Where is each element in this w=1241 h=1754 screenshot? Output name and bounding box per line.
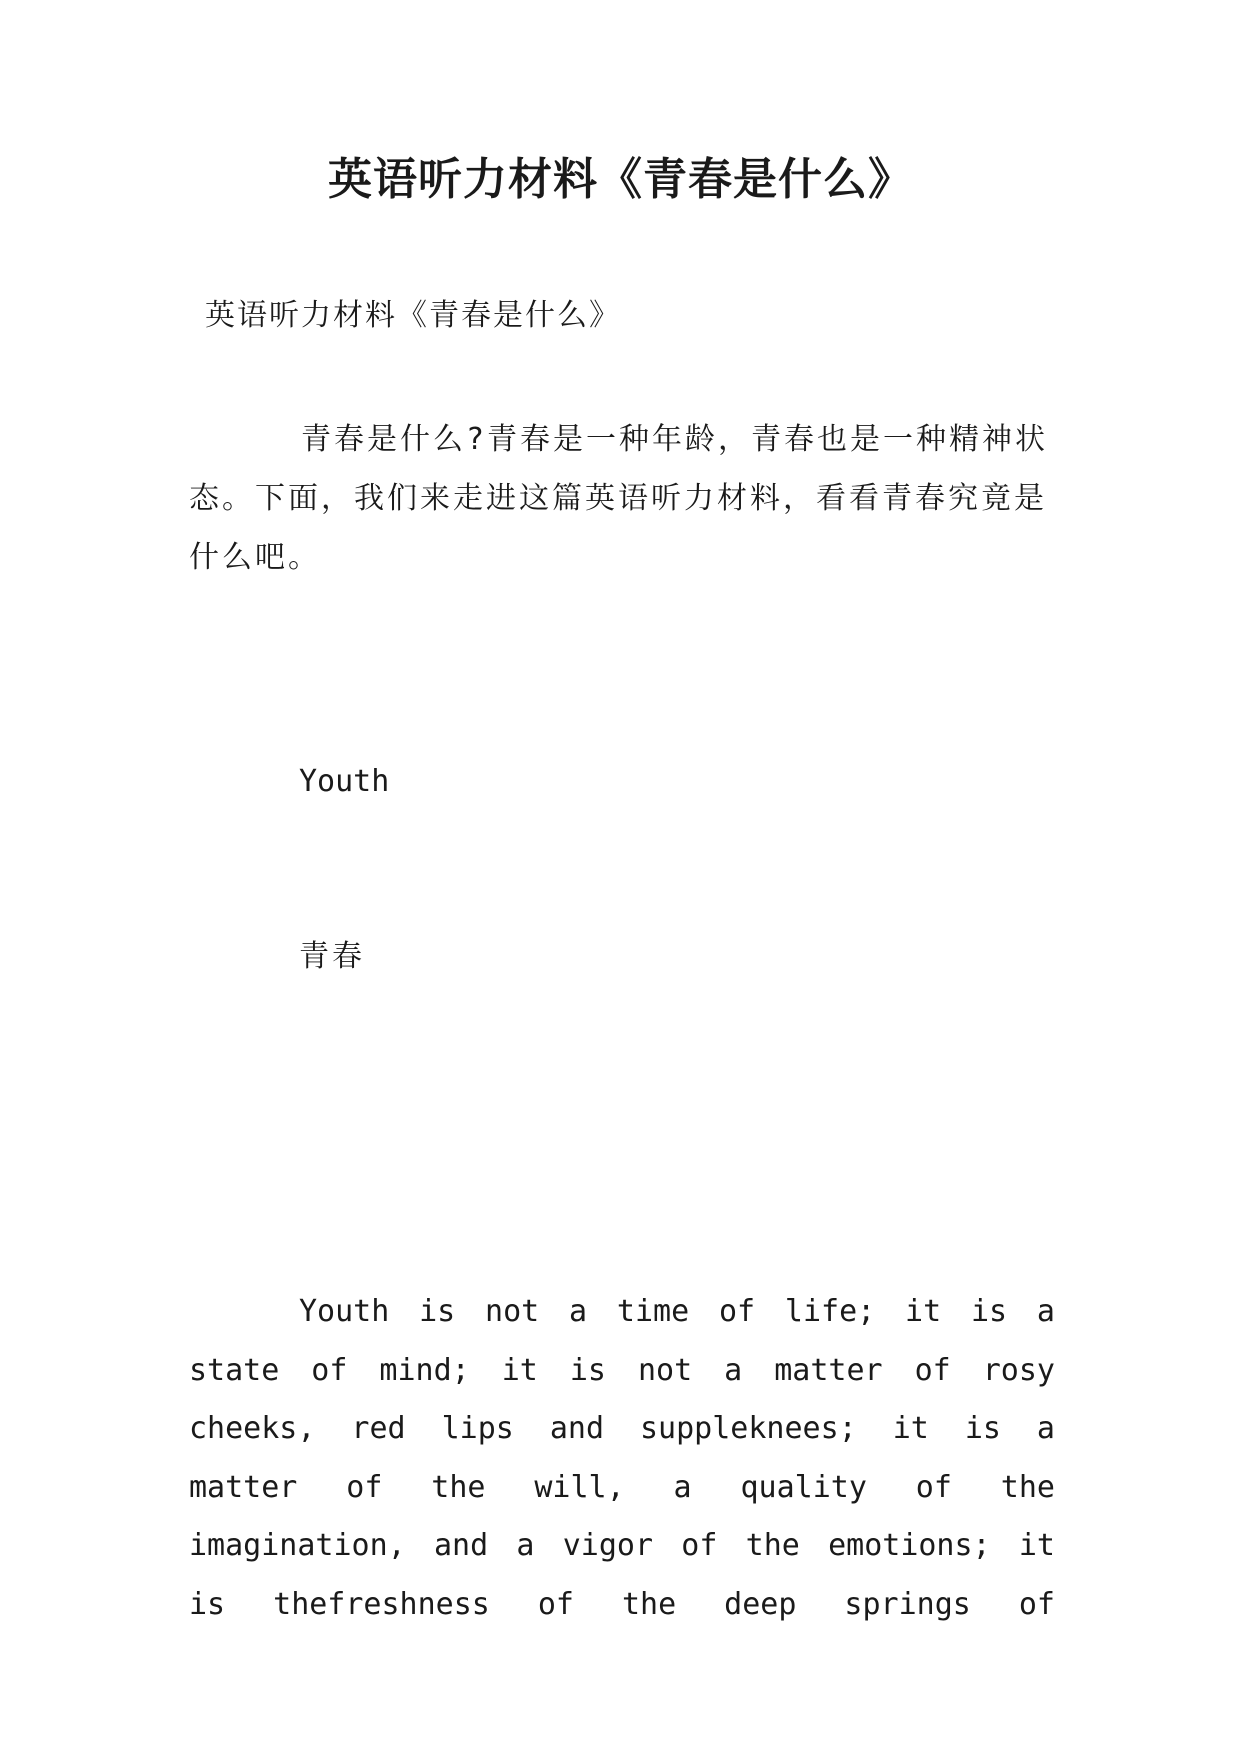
chinese-heading: 青春 [299, 939, 365, 974]
intro-paragraph: 青春是什么?青春是一种年龄，青春也是一种精神状态。下面，我们来走进这篇英语听力材料，看看青春究竟是什么吧。 [189, 422, 1049, 575]
body-paragraph: Youth is not a time of life; it is a state of mind; it is not a matter of rosy cheeks, red lips and suppleknees; it is a matter of the will, a quality of the imagination, and a vigor of the emotions; it is thefreshness of the deep springs of [189, 1294, 1055, 1622]
document-title: 英语听力材料《青春是什么》 [328, 154, 913, 205]
document-subtitle: 英语听力材料《青春是什么》 [205, 298, 621, 333]
english-heading: Youth [299, 764, 390, 799]
